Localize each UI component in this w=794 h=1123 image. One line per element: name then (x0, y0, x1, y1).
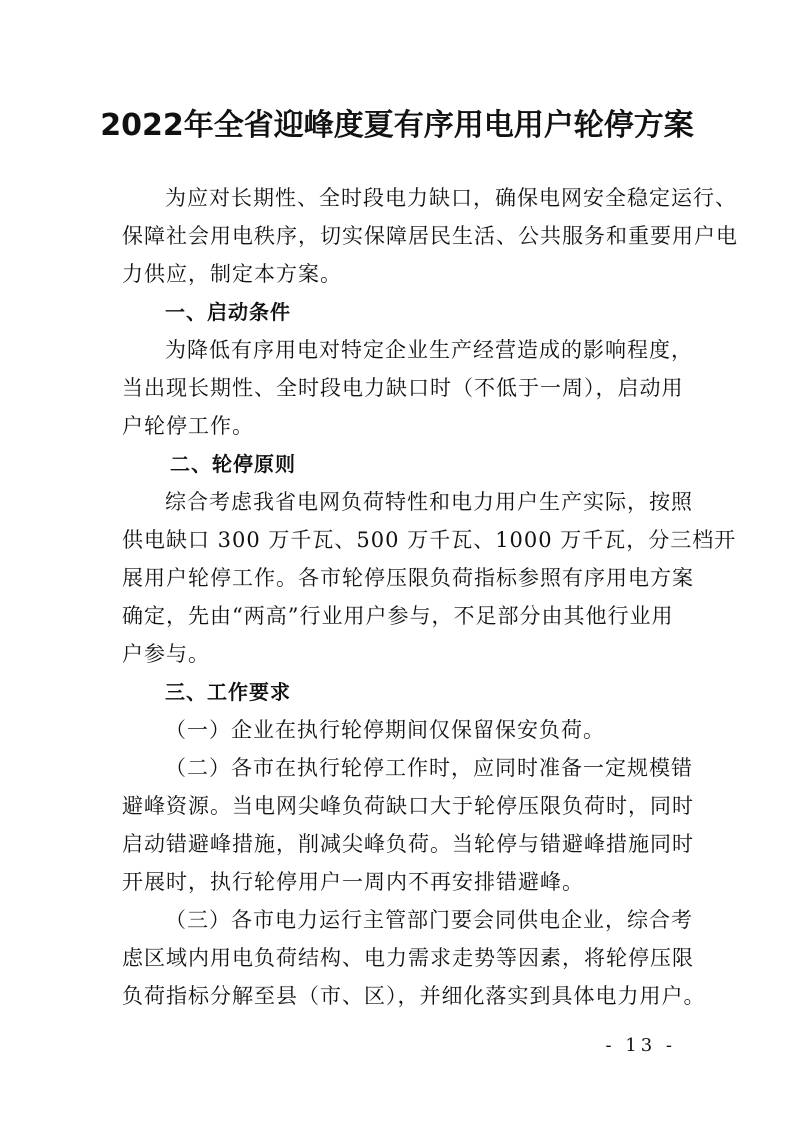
list-item-line: 负荷指标分解至县（市、区），并细化落实到具体电力用户。 (122, 984, 706, 1008)
paragraph-line: 当出现长期性、全时段电力缺口时（不低于一周），启动用 (122, 376, 684, 400)
list-item-line: 虑区域内用电负荷结构、电力需求走势等因素，将轮停压限 (122, 946, 694, 970)
list-item-line: （一）企业在执行轮停期间仅保留保安负荷。 (165, 718, 605, 742)
section-heading: 三、工作要求 (165, 680, 291, 704)
paragraph-line: 供电缺口 300 万千瓦、500 万千瓦、1000 万千瓦，分三档开 (122, 528, 737, 552)
page-number: - 13 - (605, 1035, 676, 1056)
document-title: 2022年全省迎峰度夏有序用电用户轮停方案 (100, 108, 694, 143)
intro-line: 力供应，制定本方案。 (122, 262, 342, 286)
paragraph-line: 户轮停工作。 (122, 414, 254, 438)
intro-line: 为应对长期性、全时段电力缺口，确保电网安全稳定运行、 (165, 186, 737, 210)
list-item-line: （二）各市在执行轮停工作时，应同时准备一定规模错 (165, 756, 693, 780)
intro-line: 保障社会用电秩序，切实保障居民生活、公共服务和重要用户电 (122, 224, 738, 248)
paragraph-line: 户参与。 (122, 642, 210, 666)
list-item-line: 启动错避峰措施，削减尖峰负荷。当轮停与错避峰措施同时 (122, 832, 694, 856)
list-item-line: （三）各市电力运行主管部门要会同供电企业，综合考 (165, 908, 693, 932)
list-item-line: 避峰资源。当电网尖峰负荷缺口大于轮停压限负荷时，同时 (122, 794, 694, 818)
paragraph-line: 展用户轮停工作。各市轮停压限负荷指标参照有序用电方案 (122, 566, 694, 590)
list-item-line: 开展时，执行轮停用户一周内不再安排错避峰。 (122, 870, 584, 894)
section-heading: 一、启动条件 (165, 300, 291, 324)
paragraph-line: 为降低有序用电对特定企业生产经营造成的影响程度， (165, 338, 693, 362)
section-heading: 二、轮停原则 (170, 452, 296, 476)
paragraph-line: 综合考虑我省电网负荷特性和电力用户生产实际，按照 (165, 490, 693, 514)
paragraph-line: 确定，先由“两高”行业用户参与，不足部分由其他行业用 (122, 604, 674, 628)
